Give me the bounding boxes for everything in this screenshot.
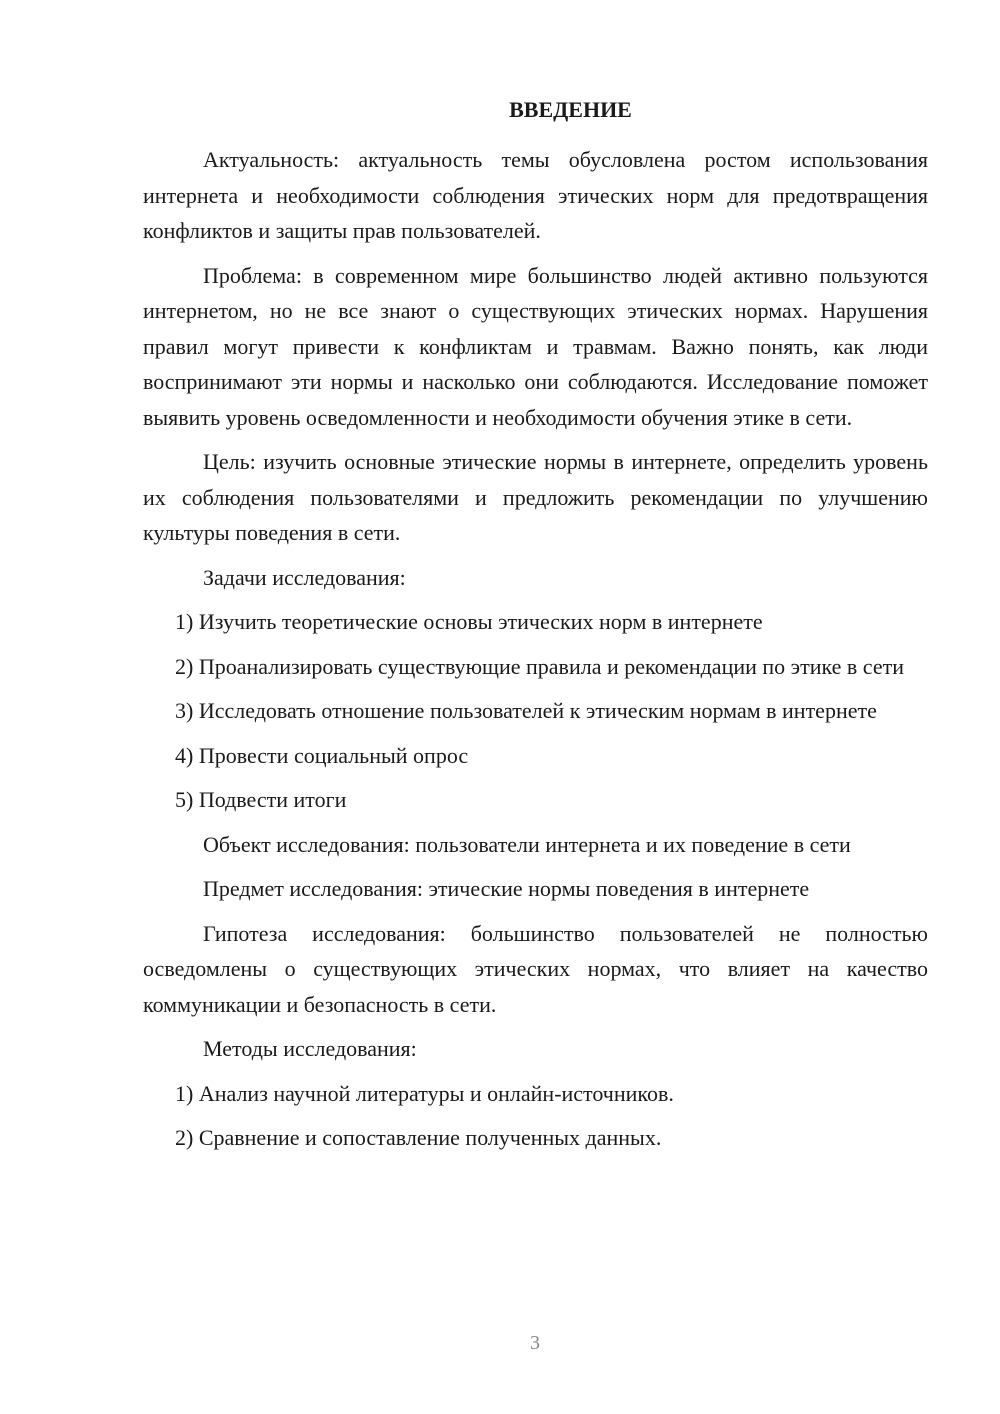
- document-page: [143, 92, 928, 1156]
- task-item: 5) Подвести итоги: [175, 787, 347, 812]
- relevance-paragraph: Актуальность: актуальность темы обусловлена ростом использования интернета и необходимости соблюдения этических норм для предотвращения конфликтов и защиты прав пользователей.: [143, 147, 928, 243]
- hypothesis-paragraph: Гипотеза исследования: большинство пользователей не полностью осведомлены о существующих этических нормах, что влияет на качество коммуникации и безопасность в сети.: [143, 920, 928, 1017]
- section-title: ВВЕДЕНИЕ: [509, 97, 632, 122]
- tasks-heading: Задачи исследования:: [203, 564, 406, 590]
- subject-paragraph: Предмет исследования: этические нормы поведения в интернете: [203, 876, 810, 901]
- task-item: 4) Провести социальный опрос: [175, 742, 469, 768]
- method-item: 1) Анализ научной литературы и онлайн-источников.: [175, 1080, 674, 1106]
- problem-paragraph: Проблема: в современном мире большинство людей активно пользуются интернетом, но не все знают о существующих этических нормах. Нарушения правил могут привести к конфликтам и травмам. Важно понять, как люди воспринимают эти нормы и насколько они соблюдаются. Исследование поможет выявить уровень осведомленности и необходимости обучения этике в сети.: [143, 262, 928, 430]
- task-item: 3) Исследовать отношение пользователей к этическим нормам в интернете: [175, 698, 877, 723]
- page-number: 3: [530, 1332, 540, 1354]
- methods-heading: Методы исследования:: [203, 1036, 417, 1061]
- goal-paragraph: Цель: изучить основные этические нормы в интернете, определить уровень их соблюдения пользователями и предложить рекомендации по улучшению культуры поведения в сети.: [143, 449, 928, 545]
- task-item: 2) Проанализировать существующие правила и рекомендации по этике в сети: [175, 653, 904, 679]
- method-item: 2) Сравнение и сопоставление полученных данных.: [175, 1125, 662, 1150]
- object-paragraph: Объект исследования: пользователи интернета и их поведение в сети: [203, 831, 851, 857]
- task-item: 1) Изучить теоретические основы этических норм в интернете: [175, 609, 763, 634]
